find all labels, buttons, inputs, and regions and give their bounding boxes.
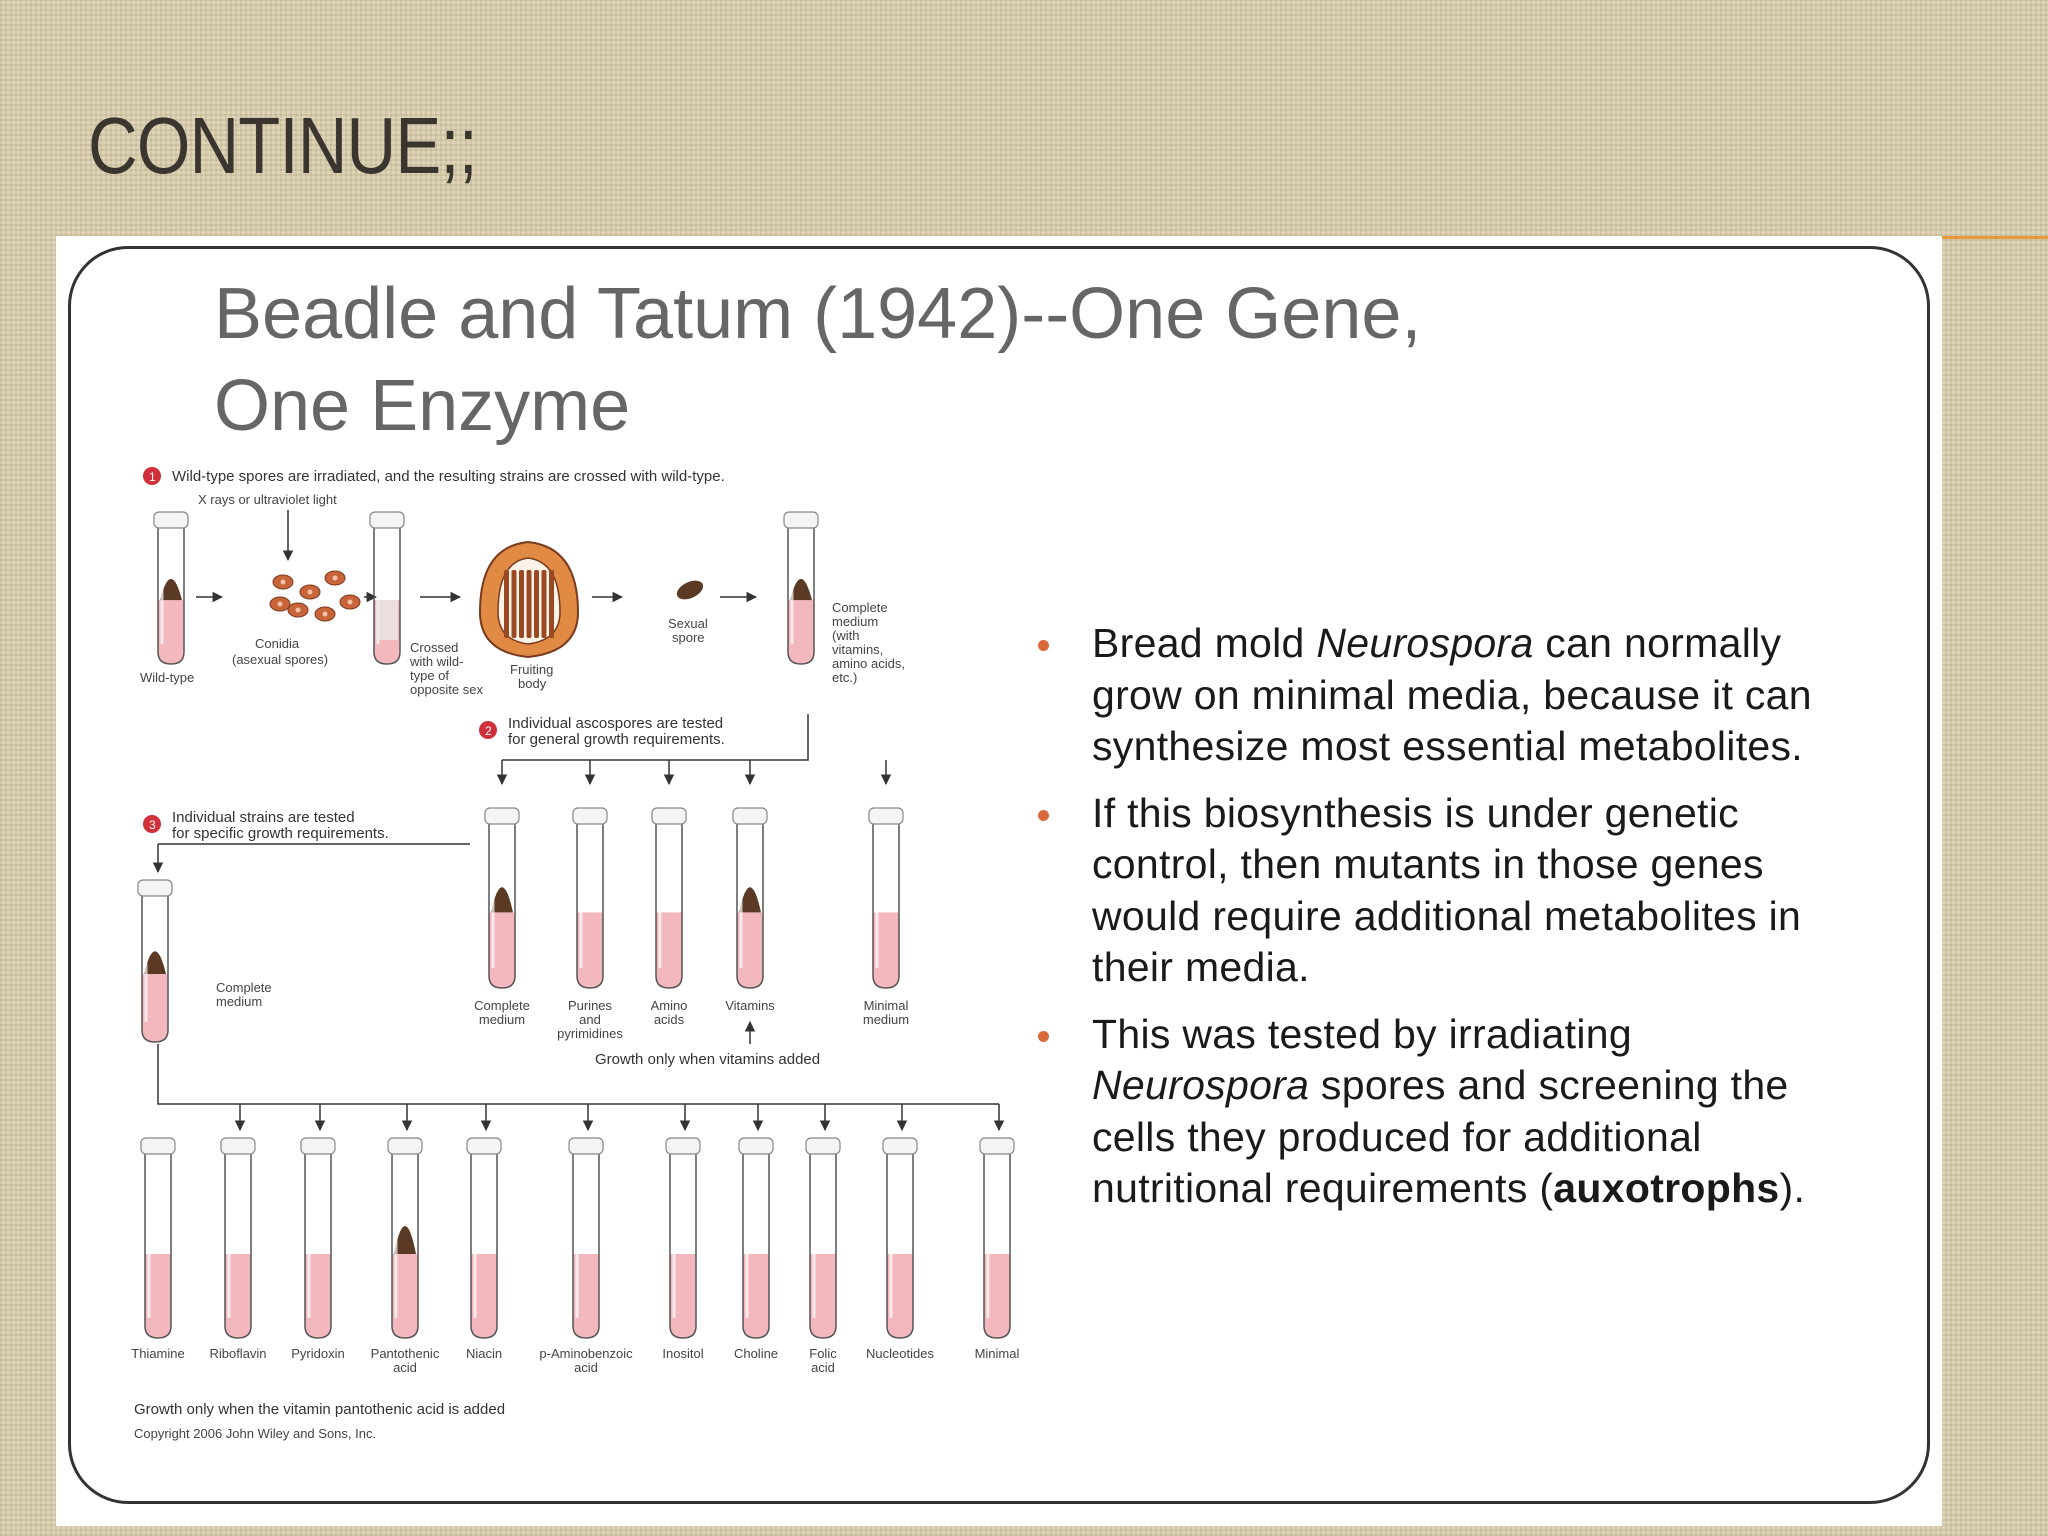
bullet-item	[1030, 618, 1850, 773]
bullet-item	[1030, 1009, 1850, 1215]
tube-label: Purines	[567, 998, 613, 1013]
complete-top-label: etc.)	[832, 670, 858, 685]
wild-type-label: Wild-type	[140, 670, 195, 685]
complete-top-label: (with	[832, 628, 860, 643]
step-1-text: Wild-type spores are irradiated, and the resulting strains are crossed with wild-type.	[172, 468, 725, 485]
step-1	[143, 467, 725, 485]
slide-title: CONTINUE;;	[88, 101, 477, 190]
bottom-tube	[221, 1138, 255, 1338]
middle-tube	[869, 808, 903, 988]
tube-label: Pyridoxin	[291, 1346, 345, 1361]
complete-top-label: Complete	[832, 600, 888, 615]
tube-label: medium	[478, 1012, 526, 1027]
crossed-label-4: opposite sex	[410, 682, 483, 697]
complete-medium-top-tube	[784, 512, 818, 664]
tube-label: Inositol	[662, 1346, 704, 1361]
tube-label: Folic	[809, 1346, 837, 1361]
middle-tube	[573, 808, 607, 988]
bullet-text: spores and screening the cells they produced for additional nutritional requirements (	[1092, 1062, 1789, 1211]
tube-label: Thiamine	[131, 1346, 185, 1361]
bullet-text: auxotrophs	[1553, 1165, 1780, 1211]
bottom-tube	[467, 1138, 501, 1338]
bottom-tube	[141, 1138, 175, 1338]
bottom-tube	[666, 1138, 700, 1338]
conidia-label-1: Conidia	[255, 636, 300, 651]
conidia-cluster	[270, 571, 360, 621]
tube-label: acid	[393, 1360, 417, 1375]
tube-label: acid	[811, 1360, 835, 1375]
bullet-text: can normally grow on minimal media, because it can synthesize most essential metabolites.	[1092, 620, 1812, 769]
middle-tube	[652, 808, 686, 988]
step-2-text-2: for general growth requirements.	[508, 731, 725, 748]
step-3-text-1: Individual strains are tested	[172, 809, 355, 826]
step-3	[143, 809, 389, 842]
bottom-tube	[980, 1138, 1014, 1338]
step-3-text-2: for specific growth requirements.	[172, 825, 389, 842]
card-heading-line-2: One Enzyme	[214, 366, 631, 446]
sexual-label-1: Sexual	[668, 616, 708, 631]
crossed-label-3: type of	[410, 668, 450, 683]
bullet-item	[1030, 788, 1850, 994]
tube-label: Vitamins	[725, 998, 775, 1013]
bottom-tube	[301, 1138, 335, 1338]
wild-type-tube	[154, 512, 188, 664]
fruiting-body	[480, 542, 578, 657]
complete-medium-side-2: medium	[216, 994, 263, 1009]
tube-label: medium	[862, 1012, 910, 1027]
tube-label: and	[579, 1012, 601, 1027]
tube-label: pyrimidines	[557, 1026, 623, 1041]
tube-label: Choline	[733, 1346, 779, 1361]
bottom-tube	[569, 1138, 603, 1338]
step-2	[479, 715, 725, 748]
xray-label: X rays or ultraviolet light	[198, 492, 337, 507]
bottom-tube	[883, 1138, 917, 1338]
svg-text:3: 3	[149, 818, 156, 832]
complete-top-label: vitamins,	[832, 642, 884, 657]
crossed-label-2: with wild-	[410, 654, 464, 669]
bullet-text: This was tested by irradiating	[1092, 1010, 1632, 1057]
bullet-text: Neurospora	[1316, 620, 1534, 666]
complete-medium-side-tube	[138, 880, 172, 1042]
tube-label: acid	[574, 1360, 598, 1375]
crossed-label-1: Crossed	[410, 640, 459, 655]
tube-label: acids	[653, 1012, 685, 1027]
middle-tube	[733, 808, 767, 988]
tube-label: Amino	[650, 998, 688, 1013]
tube-label: Niacin	[465, 1346, 503, 1361]
complete-top-label: amino acids,	[832, 656, 905, 671]
bottom-tube	[739, 1138, 773, 1338]
tube-label: Pantothenic	[370, 1346, 440, 1361]
accent-line	[1942, 236, 2048, 239]
bullet-text: Neurospora	[1092, 1062, 1310, 1108]
tube-label: Nucleotides	[866, 1346, 934, 1361]
card-heading	[214, 268, 1714, 452]
fruiting-label-1: Fruiting	[510, 662, 554, 677]
middle-tube	[485, 808, 519, 988]
step-2-text-1: Individual ascospores are tested	[508, 715, 724, 732]
bottom-note: Growth only when the vitamin pantothenic acid is added	[134, 1401, 506, 1418]
fruiting-label-2: body	[518, 676, 547, 691]
bullet-text: ).	[1779, 1165, 1806, 1211]
bullet-list	[1030, 618, 1850, 1230]
crossed-tube	[370, 512, 404, 664]
crossed-mix	[376, 600, 398, 640]
bullet-text: Bread mold	[1092, 620, 1317, 666]
tube-label: Minimal	[974, 1346, 1020, 1361]
copyright: Copyright 2006 John Wiley and Sons, Inc.	[134, 1426, 377, 1441]
svg-text:2: 2	[485, 724, 492, 738]
conidia-label-2: (asexual spores)	[232, 652, 329, 667]
complete-medium-side-1: Complete	[216, 980, 272, 995]
bottom-tube	[806, 1138, 840, 1338]
beadle-tatum-diagram	[120, 452, 1040, 1452]
tube-label: Riboflavin	[209, 1346, 267, 1361]
svg-text:1: 1	[149, 470, 156, 484]
sexual-spore-icon	[674, 577, 706, 603]
tube-label: Minimal	[863, 998, 909, 1013]
sexual-label-2: spore	[672, 630, 705, 645]
bottom-tube	[388, 1138, 422, 1338]
card-heading-line-1: Beadle and Tatum (1942)--One Gene,	[214, 274, 1422, 354]
complete-top-label: medium	[832, 614, 879, 629]
bullet-text: If this biosynthesis is under genetic control, then mutants in those genes would require additional metabolites in their media.	[1092, 789, 1802, 990]
tube-label: Complete	[474, 998, 530, 1013]
tube-label: p-Aminobenzoic	[539, 1346, 633, 1361]
middle-note: Growth only when vitamins added	[595, 1051, 821, 1068]
